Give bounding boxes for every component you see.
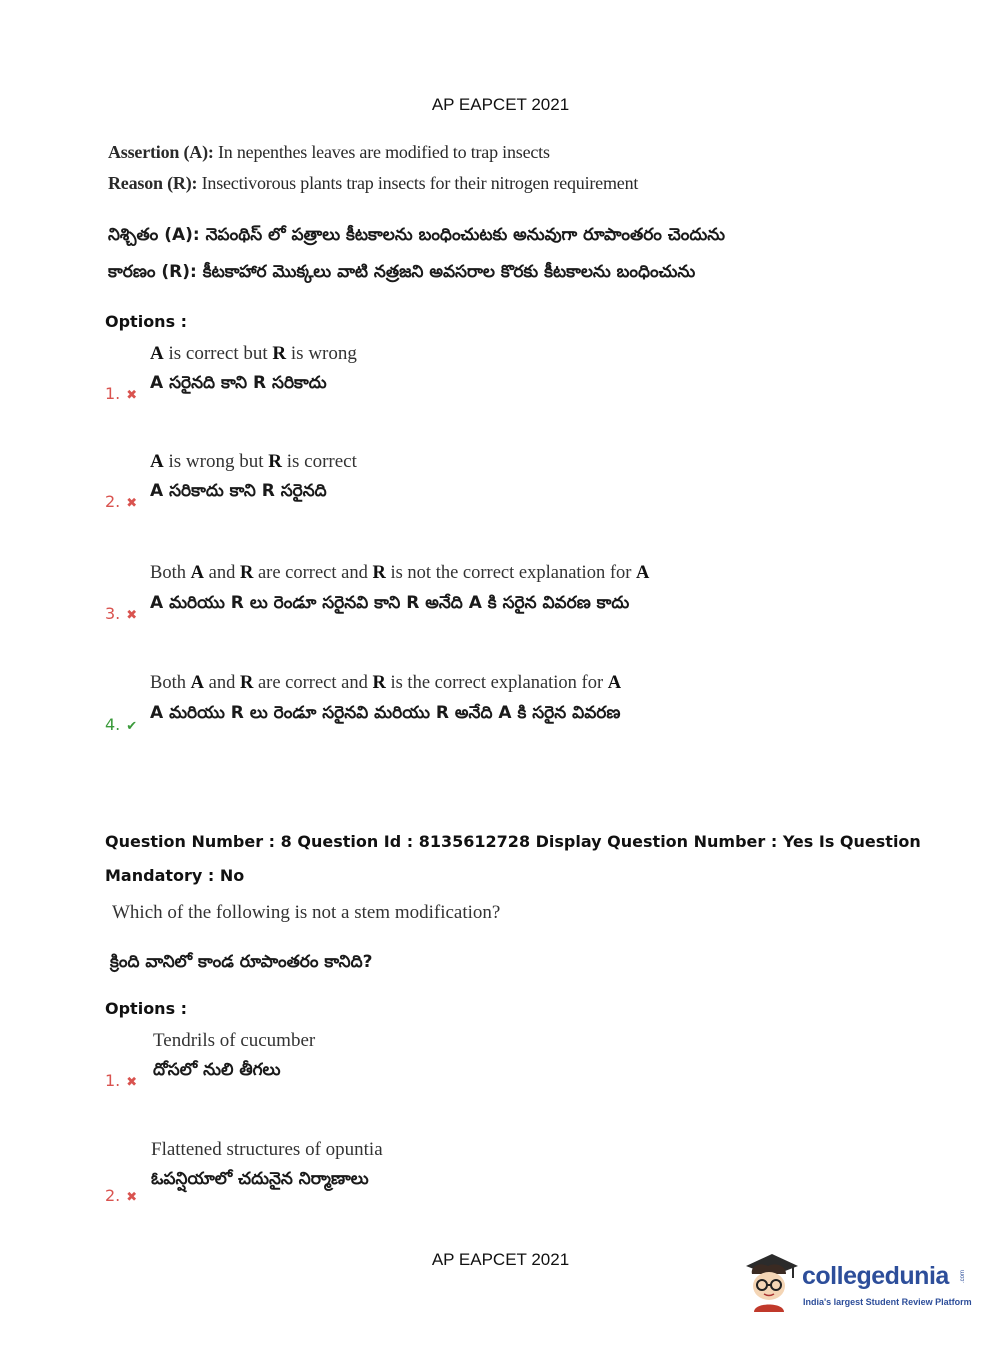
reason-text: Insectivorous plants trap insects for their nitrogen requirement <box>197 173 639 193</box>
q8-option-2-telugu: ఓపన్షియాలో చదునైన నిర్మాణాలు <box>151 1169 369 1189</box>
q7-option-1-number <box>105 384 137 403</box>
collegedunia-logo <box>742 1252 972 1314</box>
assertion-label: Assertion (A): <box>108 142 214 162</box>
assertion-line <box>108 142 550 163</box>
q7-option-2-number <box>105 492 137 511</box>
wrong-mark-icon: ✖ <box>126 1075 138 1090</box>
page-header: AP EAPCET 2021 <box>431 95 570 114</box>
q8-meta-line-2: Mandatory : No <box>105 866 245 885</box>
logo-com: .com <box>960 1270 966 1284</box>
reason-label: Reason (R): <box>108 173 198 193</box>
q7-option-3-english: Both A and R are correct and R is not the correct explanation for A <box>150 563 650 583</box>
check-mark-icon: ✔ <box>126 719 138 734</box>
assertion-text: In nepenthes leaves are modified to trap insects <box>213 142 550 162</box>
reason-telugu: కారణం (R): కీటకాహార మొక్కలు వాటి నత్రజని అవసరాల కొరకు కీటకాలను బంధించును <box>108 262 696 282</box>
q8-meta-line-1: Question Number : 8 Question Id : 8135612728 Display Question Number : Yes Is Question <box>105 832 921 851</box>
logo-tagline: India's largest Student Review Platform <box>803 1297 972 1307</box>
q7-option-2-english: A is wrong but R is correct <box>150 451 357 472</box>
q7-option-4-english: Both A and R are correct and R is the correct explanation for A <box>150 673 622 693</box>
q8-option-2-number <box>105 1186 137 1205</box>
q8-option-1-number <box>105 1071 137 1090</box>
q7-option-1-english: A is correct but R is wrong <box>150 343 357 364</box>
logo-name: collegedunia <box>802 1262 949 1290</box>
assertion-telugu: నిశ్చితం (A): నెపంథిస్ లో పత్రాలు కీటకాలను బంధించుటకు అనువుగా రూపాంతరం చెందును <box>108 225 726 245</box>
reason-line <box>108 173 638 194</box>
q7-option-1-telugu: A సరైనది కాని R సరికాదు <box>150 373 327 393</box>
wrong-mark-icon: ✖ <box>126 388 138 403</box>
q7-option-3-number <box>105 604 137 623</box>
q7-option-2-telugu: A సరికాదు కాని R సరైనది <box>150 481 327 501</box>
option-number: 2. <box>105 1186 121 1205</box>
q8-option-1-english: Tendrils of cucumber <box>153 1030 316 1051</box>
q8-question-telugu: క్రింది వానిలో కాండ రూపాంతరం కానిది? <box>110 952 373 972</box>
q7-option-3-telugu: A మరియు R లు రెండూ సరైనవి కాని R అనేది A కి సరైన వివరణ కాదు <box>150 593 630 613</box>
q8-options-label: Options : <box>105 999 188 1018</box>
q7-option-4-number <box>105 715 137 734</box>
q8-option-1-telugu: దోసలో నులి తీగలు <box>153 1060 281 1080</box>
wrong-mark-icon: ✖ <box>126 608 138 623</box>
option-number: 4. <box>105 715 121 734</box>
options-label: Options : <box>105 312 188 331</box>
option-number: 3. <box>105 604 121 623</box>
q7-option-4-telugu: A మరియు R లు రెండూ సరైనవి మరియు R అనేది A కి సరైన వివరణ <box>150 703 621 723</box>
option-number: 2. <box>105 492 121 511</box>
q8-option-2-english: Flattened structures of opuntia <box>151 1139 383 1160</box>
mascot-icon <box>742 1252 800 1312</box>
option-number: 1. <box>105 384 121 403</box>
wrong-mark-icon: ✖ <box>126 496 138 511</box>
q8-question-english: Which of the following is not a stem modification? <box>112 902 501 923</box>
wrong-mark-icon: ✖ <box>126 1190 138 1205</box>
option-number: 1. <box>105 1071 121 1090</box>
page-footer: AP EAPCET 2021 <box>431 1250 570 1269</box>
